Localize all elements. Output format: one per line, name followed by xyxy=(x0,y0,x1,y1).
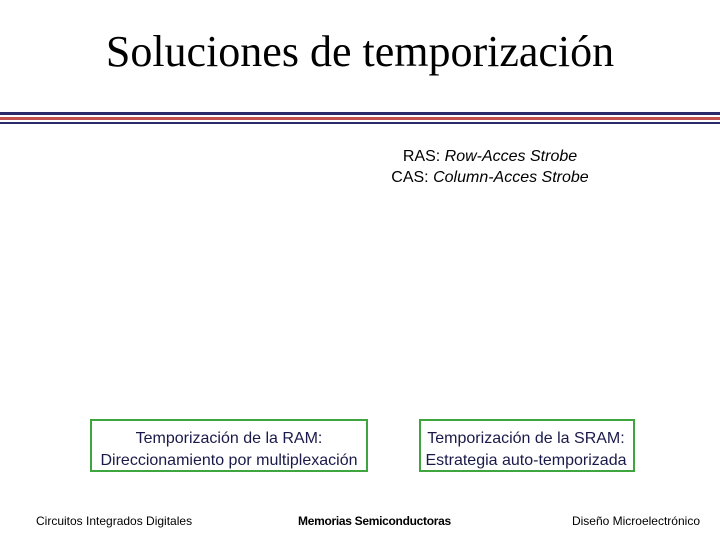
ras-definition xyxy=(330,146,650,167)
ram-timing-caption xyxy=(60,428,398,472)
title-divider-bottom xyxy=(0,122,720,124)
footer-topic: Memorias Semiconductoras xyxy=(298,514,451,528)
footer-subject: Diseño Microelectrónico xyxy=(571,514,700,528)
footer-course: Circuitos Integrados Digitales xyxy=(36,514,193,528)
ras-prefix: RAS: xyxy=(402,148,445,165)
cas-definition xyxy=(330,167,650,188)
sram-caption-title: Temporización de la SRAM: xyxy=(427,430,625,447)
ram-caption-subtitle: Direccionamiento por multiplexación xyxy=(100,452,358,469)
title-divider-middle xyxy=(0,117,720,120)
sram-caption-subtitle: Estrategia auto-temporizada xyxy=(425,452,627,469)
cas-term: Column-Acces Strobe xyxy=(433,169,589,186)
ram-caption-title: Temporización de la RAM: xyxy=(135,430,323,447)
ras-term: Row-Acces Strobe xyxy=(444,148,578,165)
cas-prefix: CAS: xyxy=(391,169,434,186)
title-divider-top xyxy=(0,112,720,115)
sram-timing-caption xyxy=(398,428,654,472)
acronym-definitions xyxy=(330,146,650,188)
slide-title: Soluciones de temporización xyxy=(105,27,615,76)
